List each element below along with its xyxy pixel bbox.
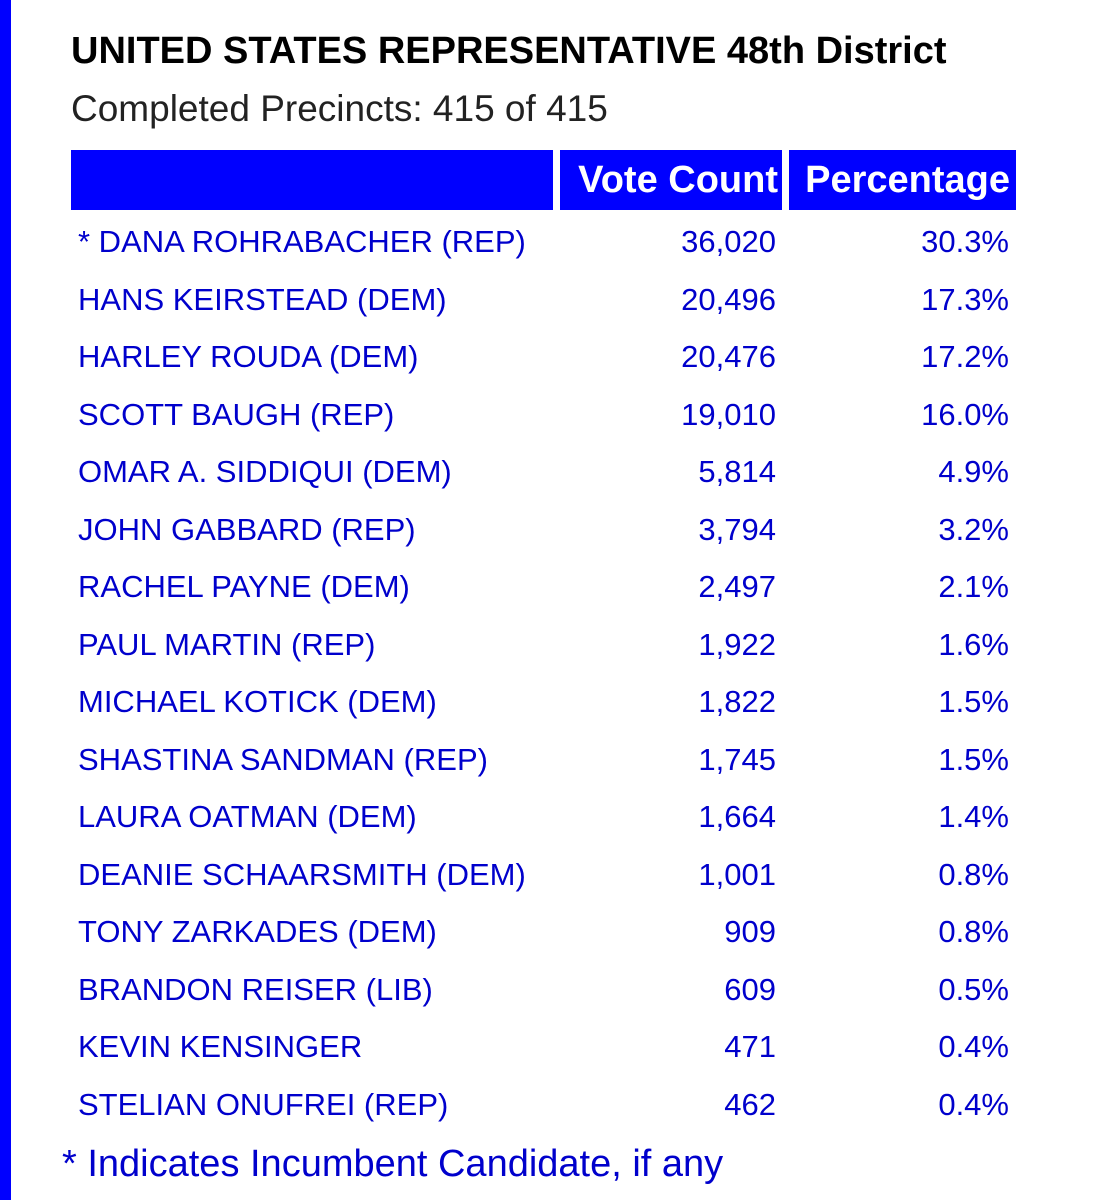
candidate-name: MICHAEL KOTICK (DEM) [78, 684, 437, 719]
precincts-status: Completed Precincts: 415 of 415 [71, 88, 608, 129]
table-row [71, 386, 1021, 444]
incumbent-footnote: * Indicates Incumbent Candidate, if any [62, 1143, 724, 1185]
header-candidate [71, 150, 553, 210]
vote-percentage: 1.5% [938, 684, 1009, 719]
table-row [71, 731, 1021, 789]
vote-percentage: 0.5% [938, 971, 1009, 1007]
vote-percentage: 0.4% [938, 1086, 1009, 1122]
table-row [71, 1018, 1021, 1076]
vote-count: 2,497 [698, 569, 776, 604]
left-accent-bar [0, 0, 11, 1200]
candidate-name: HANS KEIRSTEAD (DEM) [78, 281, 447, 317]
vote-count: 19,010 [681, 396, 776, 432]
table-row [71, 846, 1021, 904]
vote-percentage: 17.3% [921, 281, 1009, 317]
vote-percentage: 17.2% [921, 339, 1009, 374]
header-percentage: Percentage [789, 150, 1016, 210]
vote-percentage: 3.2% [938, 511, 1009, 547]
table-row [71, 903, 1021, 961]
vote-count: 20,476 [681, 339, 776, 374]
table-row [71, 961, 1021, 1019]
header-vote-count: Vote Count [560, 150, 782, 210]
table-row [71, 788, 1021, 846]
candidate-name: OMAR A. SIDDIQUI (DEM) [78, 454, 452, 489]
vote-count: 20,496 [681, 281, 776, 317]
table-row [71, 1076, 1021, 1134]
vote-count: 36,020 [681, 224, 776, 259]
vote-percentage: 16.0% [921, 396, 1009, 432]
vote-percentage: 1.4% [938, 799, 1009, 834]
vote-count: 1,001 [698, 856, 776, 892]
candidate-name: TONY ZARKADES (DEM) [78, 914, 437, 949]
vote-count: 1,664 [698, 799, 776, 834]
candidate-name: STELIAN ONUFREI (REP) [78, 1086, 449, 1122]
results-table-body [71, 213, 1021, 1133]
vote-percentage: 0.8% [938, 856, 1009, 892]
candidate-name: KEVIN KENSINGER [78, 1029, 363, 1064]
table-row [71, 501, 1021, 559]
candidate-name: SHASTINA SANDMAN (REP) [78, 741, 488, 777]
vote-percentage: 0.8% [938, 914, 1009, 949]
table-header [71, 150, 1021, 210]
vote-percentage: 1.6% [938, 626, 1009, 662]
vote-count: 3,794 [698, 511, 776, 547]
candidate-name: LAURA OATMAN (DEM) [78, 799, 417, 834]
vote-count: 1,745 [698, 741, 776, 777]
vote-count: 1,822 [698, 684, 776, 719]
table-row [71, 673, 1021, 731]
candidate-name: DEANIE SCHAARSMITH (DEM) [78, 856, 526, 892]
candidate-name: JOHN GABBARD (REP) [78, 511, 416, 547]
vote-count: 1,922 [698, 626, 776, 662]
candidate-name: RACHEL PAYNE (DEM) [78, 569, 410, 604]
vote-count: 5,814 [698, 454, 776, 489]
vote-percentage: 2.1% [938, 569, 1009, 604]
table-row [71, 558, 1021, 616]
vote-percentage: 4.9% [938, 454, 1009, 489]
vote-percentage: 30.3% [921, 224, 1009, 259]
vote-percentage: 1.5% [938, 741, 1009, 777]
vote-count: 471 [724, 1029, 776, 1064]
candidate-name: HARLEY ROUDA (DEM) [78, 339, 419, 374]
vote-count: 909 [724, 914, 776, 949]
table-row [71, 271, 1021, 329]
table-row [71, 443, 1021, 501]
candidate-name: * DANA ROHRABACHER (REP) [78, 224, 526, 259]
table-row [71, 328, 1021, 386]
vote-count: 462 [724, 1086, 776, 1122]
candidate-name: BRANDON REISER (LIB) [78, 971, 433, 1007]
vote-count: 609 [724, 971, 776, 1007]
candidate-name: PAUL MARTIN (REP) [78, 626, 376, 662]
vote-percentage: 0.4% [938, 1029, 1009, 1064]
candidate-name: SCOTT BAUGH (REP) [78, 396, 395, 432]
table-row [71, 213, 1021, 271]
race-title: UNITED STATES REPRESENTATIVE 48th District [71, 30, 947, 72]
table-row [71, 616, 1021, 674]
